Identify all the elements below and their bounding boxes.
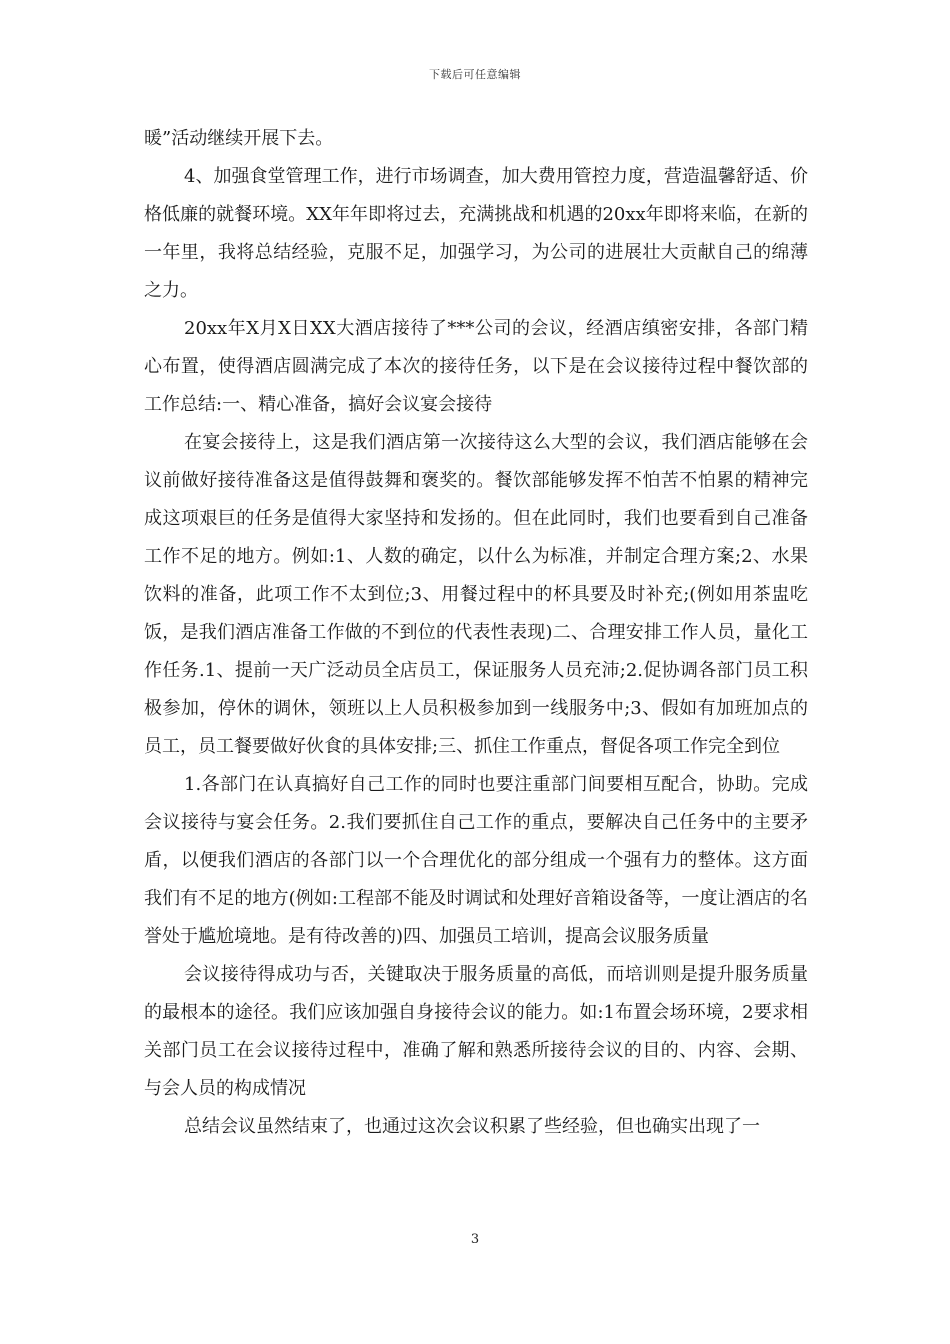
page-number: 3 [470, 1232, 480, 1247]
paragraph-2: 4、加强食堂管理工作，进行市场调查，加大费用管控力度，营造温馨舒适、价格低廉的就餐环境。XX年年即将过去，充满挑战和机遇的20xx年即将来临，在新的一年里，我将总结经验，克服不足，加强学习，为公司的进展壮大贡献自己的绵薄之力。 [144, 166, 808, 301]
paragraph-4: 在宴会接待上，这是我们酒店第一次接待这么大型的会议，我们酒店能够在会议前做好接待准备这是值得鼓舞和褒奖的。餐饮部能够发挥不怕苦不怕累的精神完成这项艰巨的任务是值得大家坚持和发扬的。但在此同时，我们也要看到自己准备工作不足的地方。例如:1、人数的确定，以什么为标准，并制定合理方案;2、水果饮料的准备，此项工作不太到位;3、用餐过程中的杯具要及时补充;(例如用茶盅吃饭，是我们酒店准备工作做的不到位的代表性表现)二、合理安排工作人员，量化工作任务.1、提前一天广泛动员全店员工，保证服务人员充沛;2.促协调各部门员工积极参加，停休的调休，领班以上人员积极参加到一线服务中;3、假如有加班加点的员工，员工餐要做好伙食的具体安排;三、抓住工作重点，督促各项工作完全到位 [144, 432, 808, 757]
paragraph-7: 总结会议虽然结束了，也通过这次会议积累了些经验，但也确实出现了一 [184, 1116, 760, 1137]
paragraph-6: 会议接待得成功与否，关键取决于服务质量的高低，而培训则是提升服务质量的最根本的途径。我们应该加强自身接待会议的能力。如:1布置会场环境，2要求相关部门员工在会议接待过程中，准确了解和熟悉所接待会议的目的、内容、会期、与会人员的构成情况 [144, 964, 808, 1099]
header-note: 下载后可任意编辑 [429, 68, 521, 81]
paragraph-1: 暖”活动继续开展下去。 [144, 128, 334, 149]
paragraph-5: 1.各部门在认真搞好自己工作的同时也要注重部门间要相互配合，协助。完成会议接待与宴会任务。2.我们要抓住自己工作的重点，要解决自己任务中的主要矛盾，以便我们酒店的各部门以一个合理优化的部分组成一个强有力的整体。这方面我们有不足的地方(例如:工程部不能及时调试和处理好音箱设备等，一度让酒店的名誉处于尴尬境地。是有待改善的)四、加强员工培训，提高会议服务质量 [144, 774, 808, 947]
paragraph-3: 20xx年X月X日XX大酒店接待了***公司的会议，经酒店缜密安排，各部门精心布置，使得酒店圆满完成了本次的接待任务，以下是在会议接待过程中餐饮部的工作总结:一、精心准备，搞好会议宴会接待 [144, 318, 808, 415]
document-body [144, 120, 808, 1146]
